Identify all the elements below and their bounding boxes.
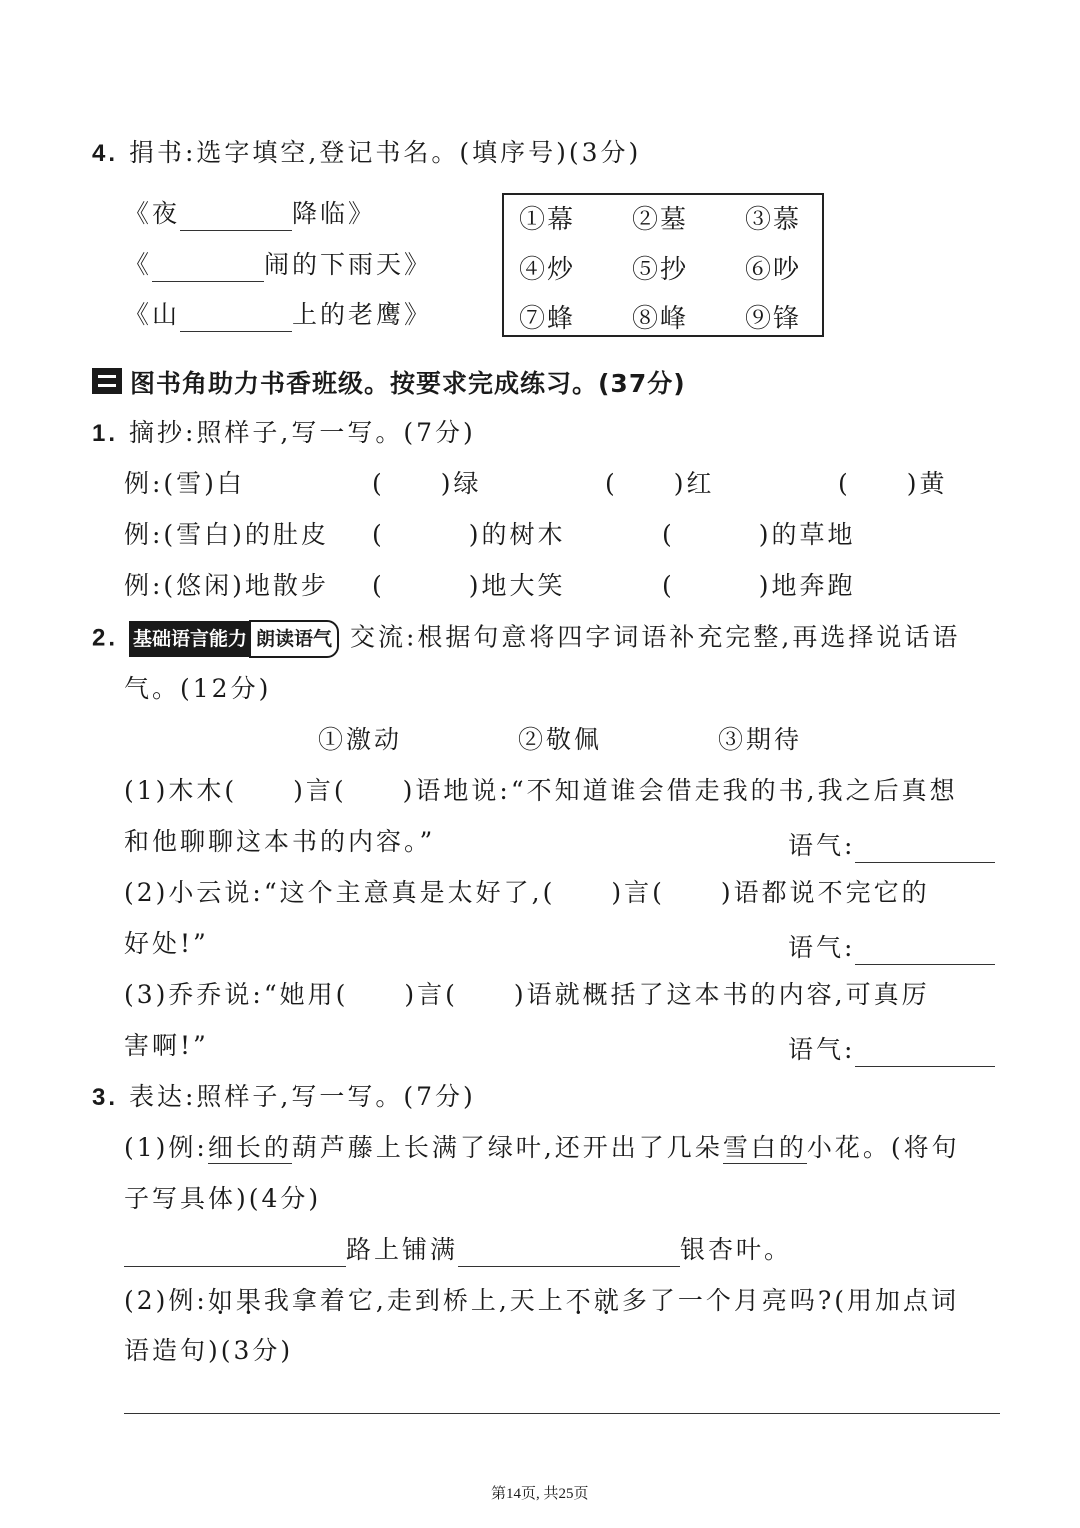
book-line-1 <box>124 197 376 231</box>
reading-tone-tag: 朗读语气 <box>249 620 339 658</box>
q2-s1-tone <box>788 829 995 863</box>
section-two-icon <box>92 368 122 394</box>
q2-s3-tone <box>788 1033 995 1067</box>
q3-fill-line <box>124 1233 792 1267</box>
option-5: ⑤抄 <box>632 255 689 285</box>
q3-p1-line1 <box>124 1131 960 1165</box>
q3-heading <box>92 1080 476 1115</box>
q1-row1-item-2[interactable]: ( )红 <box>605 469 715 498</box>
q1-row3-item-2[interactable]: ( )地奔跑 <box>662 571 856 600</box>
option-7: ⑦蜂 <box>519 304 576 334</box>
dotted-char-bu: 不 <box>565 1286 594 1315</box>
p1-text-mid: 葫芦藤上长满了绿叶,还开出了几朵 <box>291 1133 723 1162</box>
q2-s2-tone <box>788 931 995 965</box>
q1-row1-example: 例:(雪)白 <box>124 469 245 498</box>
tone-option-3: ③期待 <box>718 725 803 754</box>
book-1-close: 降临》 <box>292 199 377 228</box>
options-box <box>502 193 824 337</box>
q2-s1-line1: (1)木木( )言( )语地说:“不知道谁会借走我的书,我之后真想 <box>124 776 958 805</box>
q1-row2-example: 例:(雪白)的肚皮 <box>124 520 329 549</box>
tone-blank-1[interactable] <box>855 836 995 863</box>
q1-row3-item-1[interactable]: ( )地大笑 <box>372 571 566 600</box>
option-1: ①幕 <box>519 205 576 235</box>
tone-blank-3[interactable] <box>855 1040 995 1067</box>
tone-option-1: ①激动 <box>318 725 403 754</box>
q1-row1-item-3[interactable]: ( )黄 <box>838 469 948 498</box>
book-3-blank[interactable] <box>180 305 292 332</box>
tone-label: 语气: <box>788 831 856 860</box>
q2-s2-line2: 好处!” <box>124 929 209 958</box>
q1-heading <box>92 416 476 451</box>
tone-option-2: ②敬佩 <box>518 725 603 754</box>
book-3-close: 上的老鹰》 <box>292 300 433 329</box>
q2-number: 2. <box>92 624 119 652</box>
p2-text-mid: 我拿着它,走到桥上,天上 <box>263 1286 566 1315</box>
section-two-title: 图书角助力书香班级。按要求完成练习。(37分) <box>130 369 686 398</box>
p1-underlined-1: 细长的 <box>207 1133 292 1162</box>
q1-row2-item-1[interactable]: ( )的树木 <box>372 520 566 549</box>
fill-text-1: 路上铺满 <box>346 1235 459 1264</box>
q3-p2-line1 <box>124 1284 959 1318</box>
answer-line[interactable] <box>124 1413 1000 1414</box>
book-line-2 <box>124 248 432 282</box>
q3-number: 3. <box>92 1084 119 1111</box>
q3-title: 表达:照样子,写一写。(7分) <box>128 1082 476 1111</box>
skill-tag: 基础语言能力 <box>129 621 251 657</box>
book-line-3 <box>124 298 432 332</box>
p1-underlined-2: 雪白的 <box>722 1133 807 1162</box>
fill-text-2: 银杏叶。 <box>680 1235 793 1264</box>
q2-s3-line2: 害啊!” <box>124 1031 209 1060</box>
option-4: ④炒 <box>519 255 576 285</box>
q2-title-line1: 交流:根据句意将四字词语补充完整,再选择说话语 <box>349 622 961 652</box>
fill-blank-1[interactable] <box>124 1240 346 1267</box>
dotted-char-ru: 如 <box>207 1286 236 1315</box>
option-8: ⑧峰 <box>632 304 689 334</box>
q2-title-line2: 气。(12分) <box>124 674 272 703</box>
dotted-char-jiu: 就 <box>593 1286 622 1315</box>
option-9: ⑨锋 <box>745 304 802 334</box>
option-2: ②墓 <box>632 205 689 235</box>
book-1-blank[interactable] <box>180 204 292 231</box>
tone-label: 语气: <box>788 1035 856 1064</box>
q3-p1-line2: 子写具体)(4分) <box>124 1184 322 1213</box>
q2-heading <box>92 620 960 658</box>
book-2-open: 《 <box>124 250 153 279</box>
tone-blank-2[interactable] <box>855 938 995 965</box>
fill-blank-2[interactable] <box>458 1240 680 1267</box>
q2-s2-line1: (2)小云说:“这个主意真是太好了,( )言( )语都说不完它的 <box>124 878 930 907</box>
p2-text-end: 多了一个月亮吗?(用加点词 <box>621 1286 959 1315</box>
q3-p2-line2: 语造句)(3分) <box>124 1336 294 1365</box>
q4-heading <box>92 136 641 171</box>
q1-row3-example: 例:(悠闲)地散步 <box>124 571 329 600</box>
p1-label: (1)例: <box>124 1133 208 1162</box>
q1-number: 1. <box>92 420 119 447</box>
p2-label: (2)例: <box>124 1286 208 1315</box>
q2-s3-line1: (3)乔乔说:“她用( )言( )语就概括了这本书的内容,可真厉 <box>124 980 930 1009</box>
book-1-open: 《夜 <box>124 199 181 228</box>
dotted-char-guo: 果 <box>235 1286 264 1315</box>
book-3-open: 《山 <box>124 300 181 329</box>
book-2-close: 闹的下雨天》 <box>264 250 433 279</box>
q4-title: 捐书:选字填空,登记书名。(填序号)(3分) <box>128 138 642 167</box>
book-2-blank[interactable] <box>152 255 264 282</box>
tone-label: 语气: <box>788 933 856 962</box>
page-footer: 第14页, 共25页 <box>491 1486 589 1502</box>
p1-text-end: 小花。(将句 <box>806 1133 960 1162</box>
q1-row1-item-1[interactable]: ( )绿 <box>372 469 482 498</box>
option-3: ③慕 <box>745 205 802 235</box>
q4-number: 4. <box>92 140 119 167</box>
q1-title: 摘抄:照样子,写一写。(7分) <box>128 418 476 447</box>
option-6: ⑥吵 <box>745 255 802 285</box>
q1-row2-item-2[interactable]: ( )的草地 <box>662 520 856 549</box>
q2-s1-line2: 和他聊聊这本书的内容。” <box>124 827 436 856</box>
